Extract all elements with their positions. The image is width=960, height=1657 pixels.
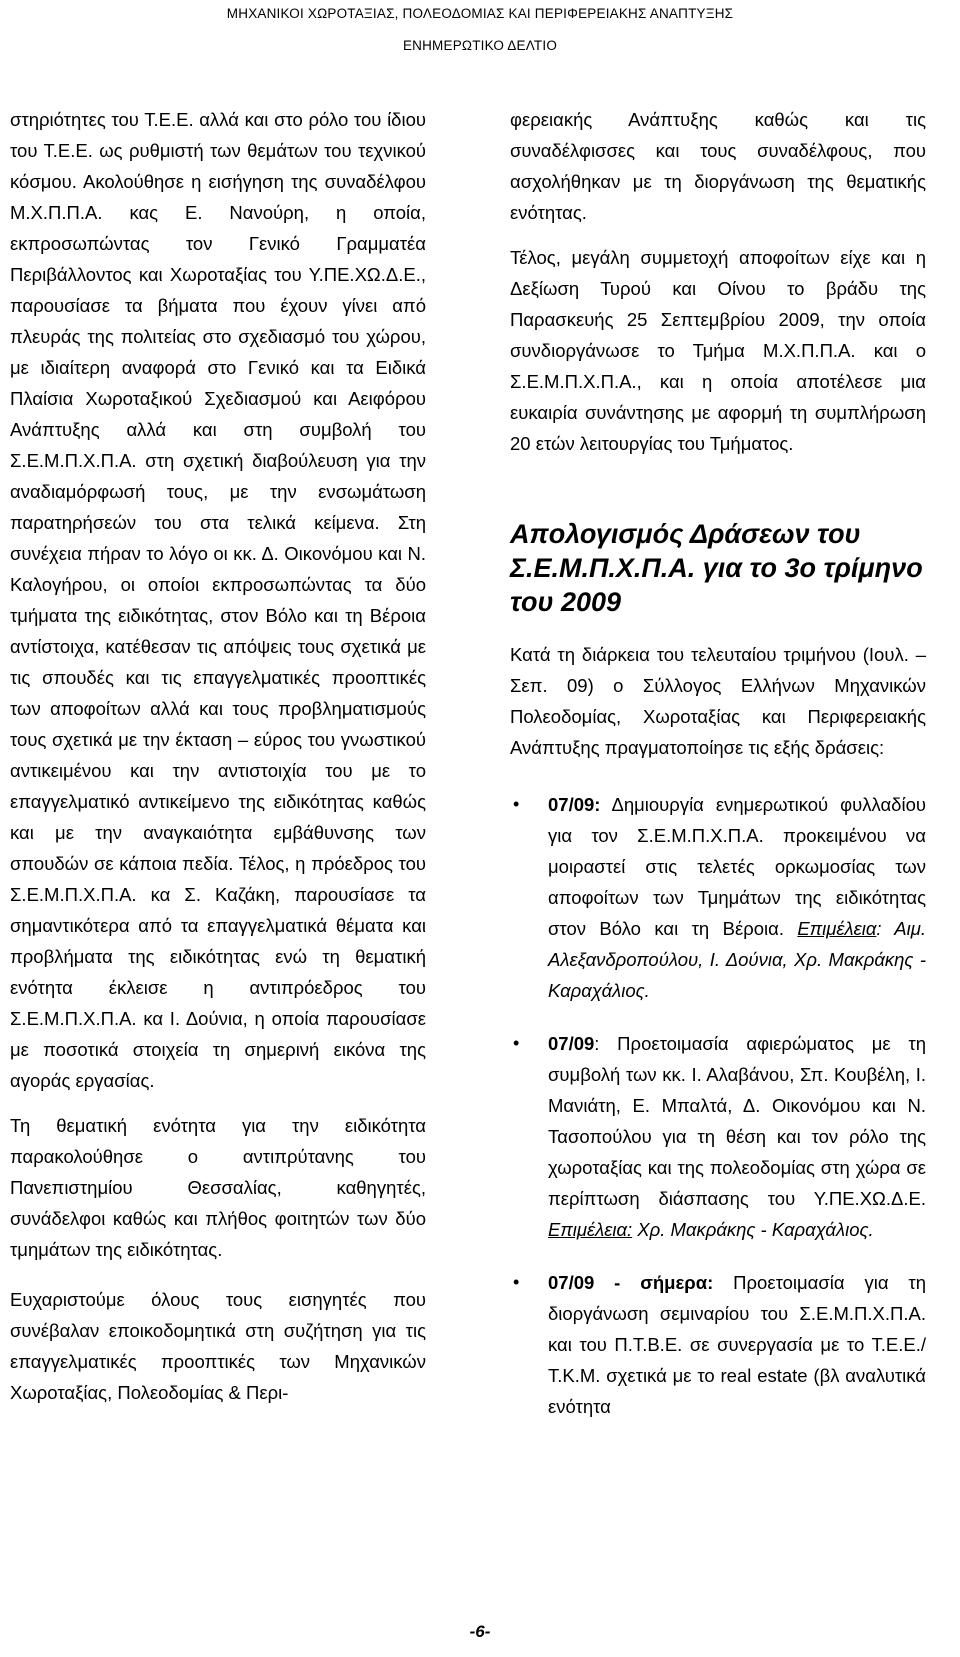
item-date: 07/09 bbox=[548, 1033, 595, 1054]
paragraph: Τη θεματική ενότητα για την ειδικότητα παρακολούθησε ο αντιπρύτανης του Πανεπιστημίου Θεσσαλίας, καθηγητές, συνάδελφοι καθώς και πλήθος φοιτητών των δύο τμημάτων της ειδικότητας. bbox=[10, 1115, 426, 1260]
list-item bbox=[510, 1267, 926, 1422]
bullet-icon: • bbox=[513, 794, 520, 814]
paragraph: Κατά τη διάρκεια του τελευταίου τριμήνου (Ιουλ. – Σεπ. 09) ο Σύλλογος Ελλήνων Μηχανικών Πολεοδομίας, Χωροταξίας και Περιφερειακής Ανάπτυξης πραγματοποίησε τις εξής δράσεις: bbox=[510, 644, 926, 758]
bullet-icon: • bbox=[513, 1272, 520, 1292]
section-title: Απολογισμός Δράσεων του Σ.Ε.Μ.Π.Χ.Π.Α. για το 3ο τρίμηνο του 2009 bbox=[510, 519, 923, 617]
item-date: 07/09: bbox=[548, 794, 601, 815]
page-number: -6- bbox=[469, 1622, 491, 1641]
paragraph: φερειακής Ανάπτυξης καθώς και τις συναδέλφισσες και τους συναδέλφους, που ασχολήθηκαν με τη διοργάνωση της θεματικής ενότητας. bbox=[510, 109, 926, 223]
header-title: ΜΗΧΑΝΙΚΟΙ ΧΩΡΟΤΑΞΙΑΣ, ΠΟΛΕΟΔΟΜΙΑΣ ΚΑΙ ΠΕΡΙΦΕΡΕΙΑΚΗΣ ΑΝΑΠΤΥΞΗΣ bbox=[226, 6, 734, 21]
list-item bbox=[510, 789, 926, 1006]
item-text: : Προετοιμασία αφιερώματος με τη συμβολή των κκ. Ι. Αλαβάνου, Σπ. Κουβέλη, Ι. Μανιάτη, Ε. Μπαλτά, Δ. Οικονόμου και Ν. Τασοπούλου για τη θέση και τον ρόλο της χωροταξίας και της πολεοδομίας στη χώρα σε περίπτωση διάσπασης του Υ.ΠΕ.ΧΩ.Δ.Ε. bbox=[548, 1033, 926, 1209]
header-subtitle: ΕΝΗΜΕΡΩΤΙΚΟ ΔΕΛΤΙΟ bbox=[402, 38, 558, 53]
credit-text: Χρ. Μακράκης - Καραχάλιος. bbox=[632, 1219, 874, 1240]
paragraph: Ευχαριστούμε όλους τους εισηγητές που συνέβαλαν εποικοδομητικά στη συζήτηση για τις επαγγελματικές προοπτικές των Μηχανικών Χωροταξίας, Πολεοδομίας & Περι- bbox=[10, 1289, 426, 1403]
paragraph: Τέλος, μεγάλη συμμετοχή αποφοίτων είχε και η Δεξίωση Τυρού και Οίνου το βράδυ της Παρασκευής 25 Σεπτεμβρίου 2009, την οποία συνδιοργάνωσε το Τμήμα Μ.Χ.Π.Π.Α. και ο Σ.Ε.Μ.Π.Χ.Π.Α., και η οποία αποτέλεσε μια ευκαιρία συνάντησης με αφορμή τη συμπλήρωση 20 ετών λειτουργίας του Τμήματος. bbox=[510, 247, 926, 454]
list-item bbox=[510, 1028, 926, 1245]
item-date: 07/09 - σήμερα: bbox=[548, 1272, 714, 1293]
bullet-icon: • bbox=[513, 1033, 520, 1053]
credit-label: Επιμέλεια: bbox=[548, 1219, 633, 1240]
left-column bbox=[10, 104, 426, 1427]
item-text: Δημιουργία ενημερωτικού φυλλαδίου για τον Σ.Ε.Μ.Π.Χ.Π.Α. προκειμένου να μοιραστεί στις τελετές ορκωμοσίας των αποφοίτων των Τμημάτων της ειδικότητας στον Βόλο και τη Βέροια. bbox=[548, 794, 926, 939]
right-column bbox=[510, 104, 926, 1444]
credit-text: : Αιμ. Αλεξανδροπούλου, Ι. Δούνια, Χρ. Μακράκης - Καραχάλιος. bbox=[548, 918, 926, 1001]
actions-list bbox=[510, 789, 926, 1422]
item-text: Προετοιμασία για τη διοργάνωση σεμιναρίου του Σ.Ε.Μ.Π.Χ.Π.Α. και του Π.Τ.Β.Ε. σε συνεργασία με το Τ.Ε.Ε./Τ.Κ.Μ. σχετικά με το real estate (βλ αναλυτικά ενότητα bbox=[548, 1272, 927, 1417]
credit-label: Επιμέλεια bbox=[797, 918, 877, 939]
paragraph: στηριότητες του Τ.Ε.Ε. αλλά και στο ρόλο του ίδιου του Τ.Ε.Ε. ως ρυθμιστή των θεμάτων του τεχνικού κόσμου. Ακολούθησε η εισήγηση της συναδέλφου Μ.Χ.Π.Π.Α. κας Ε. Νανούρη, η οποία, εκπροσωπώντας τον Γενικό Γραμματέα Περιβάλλοντος και Χωροταξίας του Υ.ΠΕ.ΧΩ.Δ.Ε., παρουσίασε τα βήματα που έχουν γίνει από πλευράς της πολιτείας στο σχεδιασμό του χώρου, με ιδιαίτερη αναφορά στο Γενικό και τα Ειδικά Πλαίσια Χωροταξικού Σχεδιασμού και Αειφόρου Ανάπτυξης αλλά και στη συμβολή του Σ.Ε.Μ.Π.Χ.Π.Α. στη σχετική διαβούλευση για την αναδιαμόρφωσή τους, με την ενσωμάτωση παρατηρήσεών του στα τελικά κείμενα. Στη συνέχεια πήραν το λόγο οι κκ. Δ. Οικονόμου και Ν. Καλογήρου, οι οποίοι εκπροσωπώντας τα δύο τμήματα της ειδικότητας, στον Βόλο και τη Βέροια αντίστοιχα, κατέθεσαν τις απόψεις τους σχετικά με τις σπουδές και τις επαγγελματικές προοπτικές των αποφοίτων αλλά και τους προβληματισμούς τους σχετικά με την έκταση – εύρος του γνωστικού αντικειμένου και την αντιστοιχία του με το επαγγελματικό αντικείμενο της ειδικότητας καθώς και με την αναγκαιότητα εμβάθυνσης των σπουδών σε κάποια πεδία. Τέλος, η πρόεδρος του Σ.Ε.Μ.Π.Χ.Π.Α. κα Σ. Καζάκη, παρουσίασε τα σημαντικότερα από τα επαγγελματικά θέματα και προβλήματα της ειδικότητας ενώ τη θεματική ενότητα έκλεισε η αντιπρόεδρος του Σ.Ε.Μ.Π.Χ.Π.Α. κα Ι. Δούνια, η οποία παρουσίασε με ποσοτικά στοιχεία τη σημερινή εικόνα της αγοράς εργασίας. bbox=[10, 109, 426, 1091]
